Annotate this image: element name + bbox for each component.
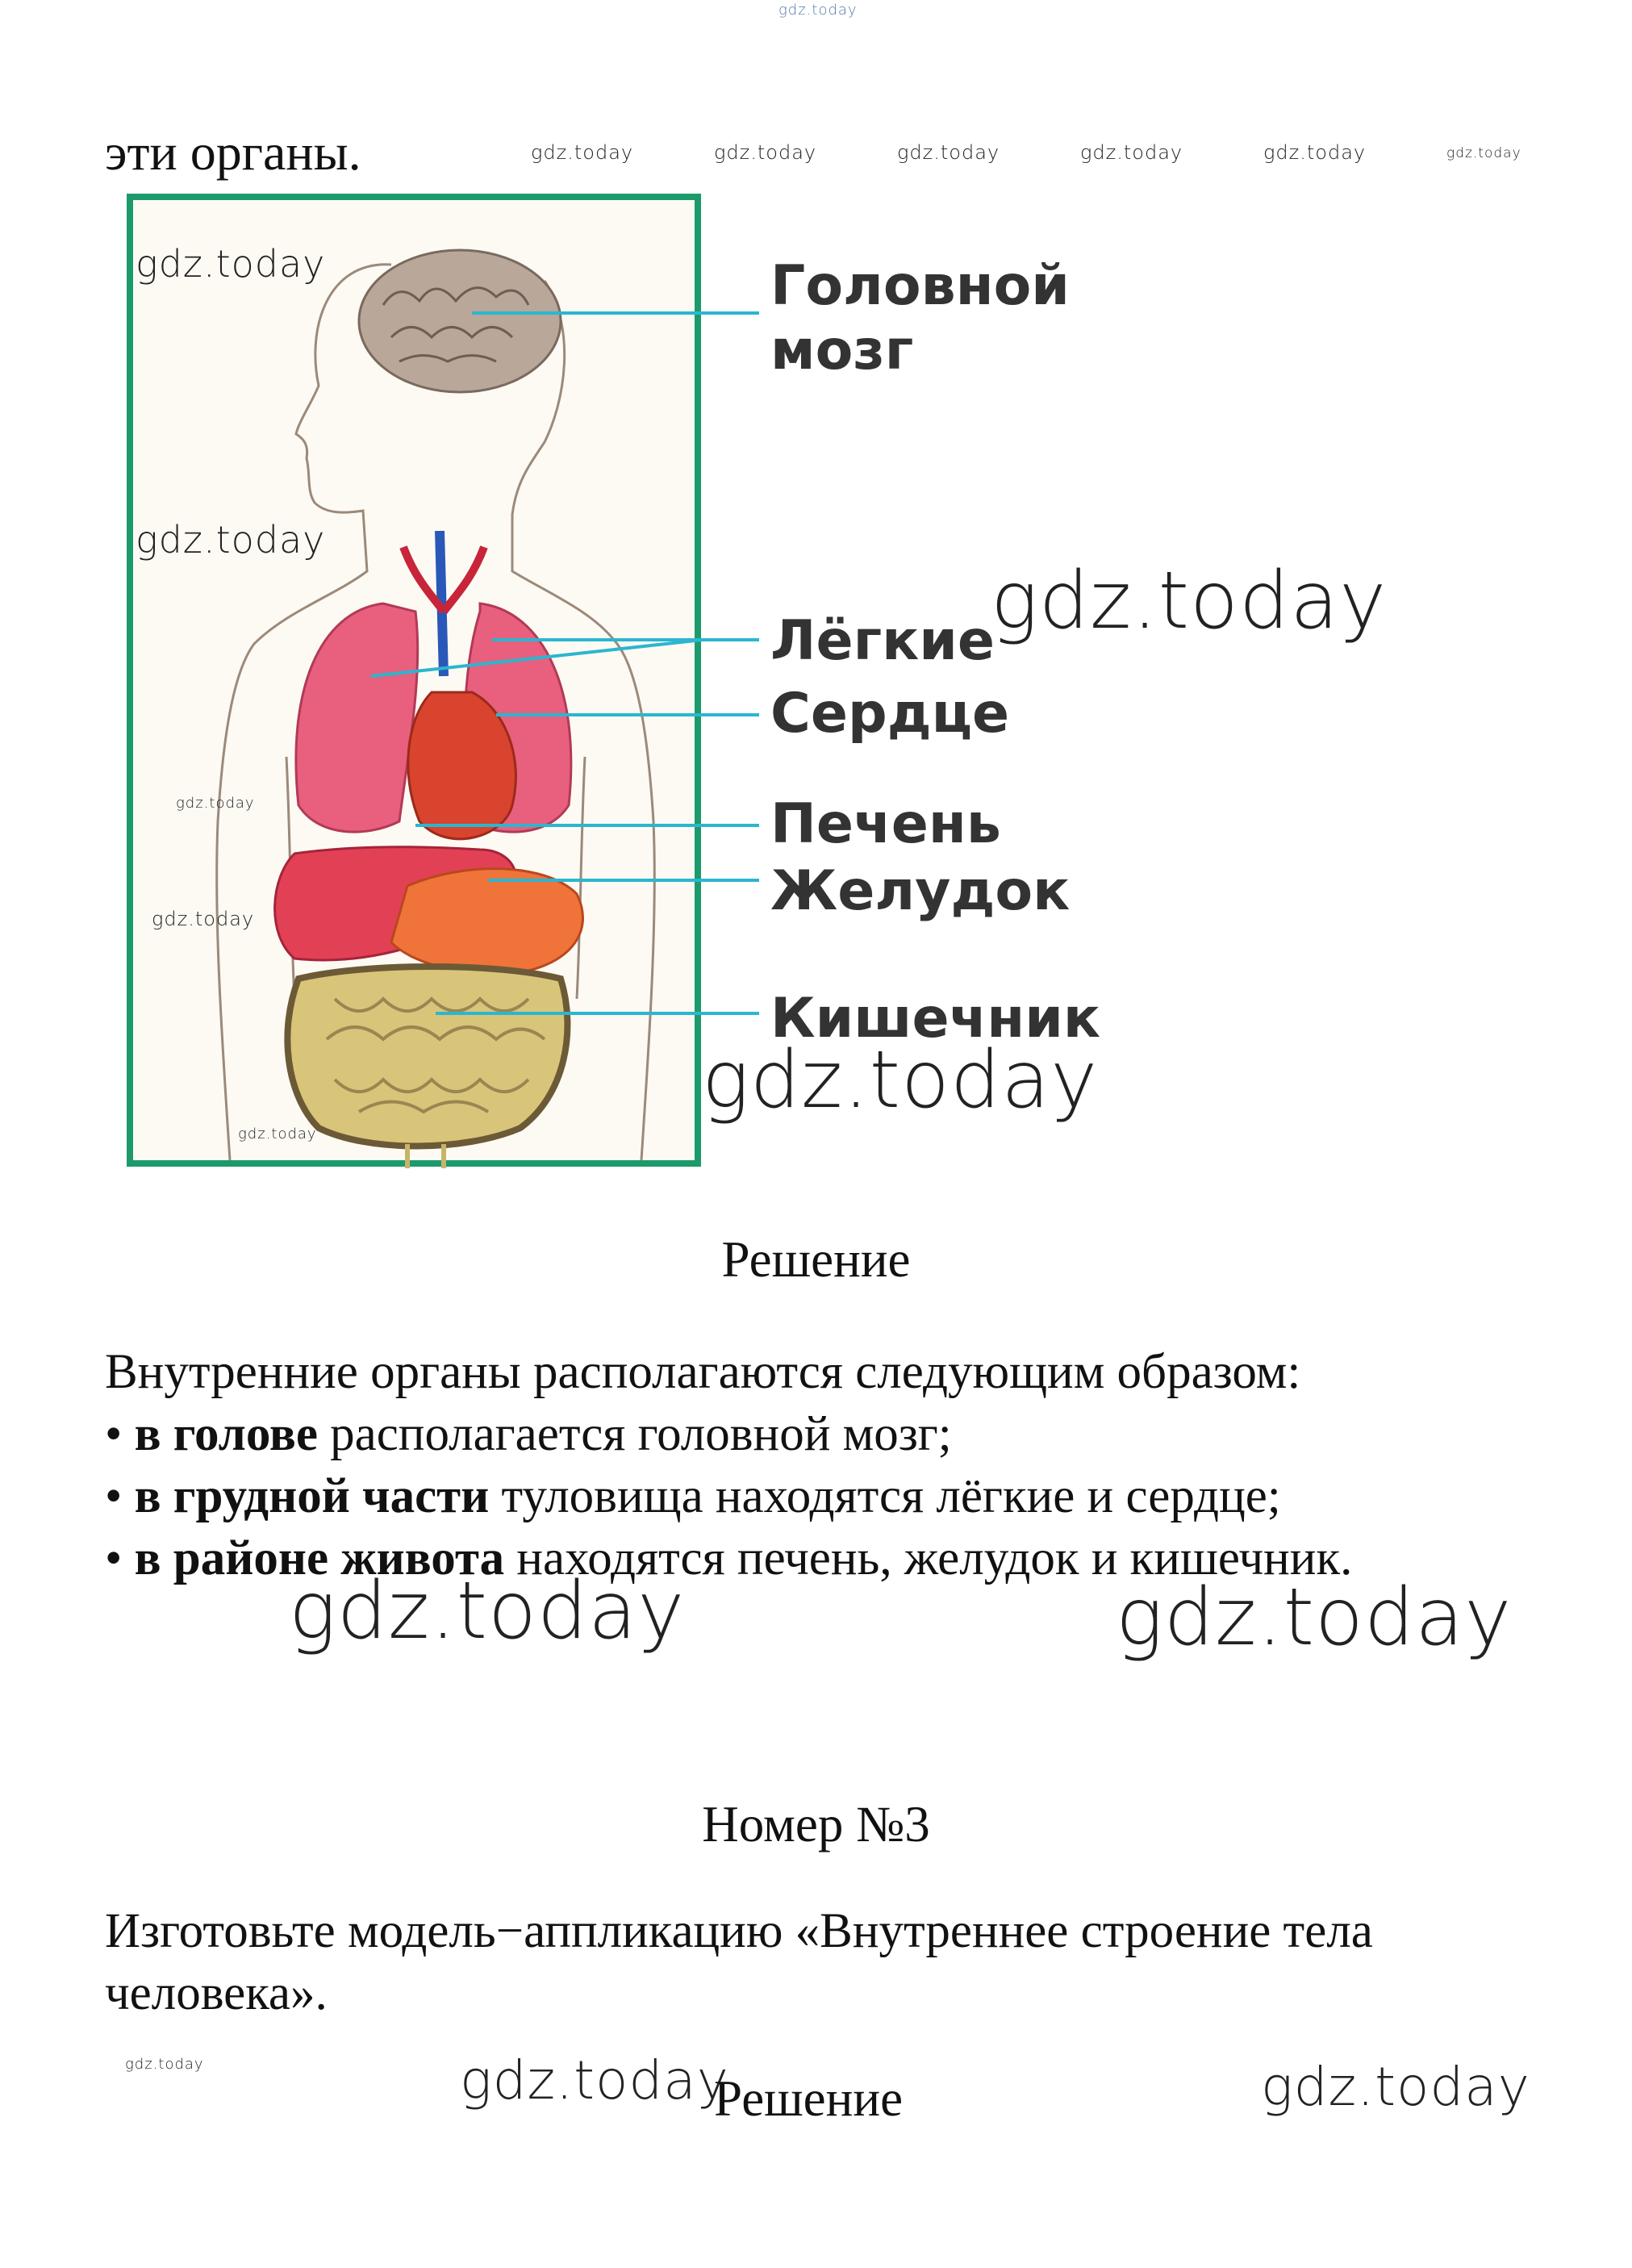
solution1-heading: Решение — [721, 1231, 911, 1288]
label-heart: Сердце — [770, 682, 1010, 746]
figure-watermark-4: gdz.today — [152, 908, 255, 930]
label-brain-line2: мозг — [770, 319, 914, 382]
task3-text-line2: человека». — [105, 1966, 328, 2020]
watermark-row-3: gdz.today — [897, 141, 1000, 164]
anatomy-figure — [125, 192, 703, 1168]
figure-watermark-3: gdz.today — [176, 795, 255, 812]
watermark-row-2: gdz.today — [714, 141, 817, 164]
watermark-row-4: gdz.today — [1080, 141, 1183, 164]
bullet-1-rest: располагается головной мозг; — [317, 1407, 952, 1461]
bullet-3-bold: в районе живота — [134, 1531, 505, 1585]
label-brain-line1: Головной — [770, 254, 1070, 318]
figure-watermark-2: gdz.today — [136, 518, 326, 562]
figure-watermark-1: gdz.today — [136, 242, 326, 286]
watermark-row-1: gdz.today — [531, 141, 634, 164]
watermark-row-5: gdz.today — [1263, 141, 1367, 164]
bullet-2-rest: туловища находятся лёгкие и сердце; — [489, 1469, 1281, 1523]
label-intestine: Кишечник — [770, 987, 1101, 1050]
brain-shape — [359, 250, 561, 392]
watermark-small-bottom: gdz.today — [125, 2056, 204, 2073]
bullet-3-rest: находятся печень, желудок и кишечник. — [504, 1531, 1353, 1585]
label-lungs: Лёгкие — [770, 609, 995, 673]
bullet-dot: • — [105, 1407, 135, 1461]
watermark-large-4: gdz.today — [1116, 1572, 1513, 1664]
bullet-2-bold: в грудной части — [134, 1469, 490, 1523]
watermark-large-2: gdz.today — [702, 1034, 1099, 1126]
solution1-bullet-1 — [105, 1403, 952, 1465]
bullet-1-bold: в голове — [134, 1407, 318, 1461]
label-liver: Печень — [770, 792, 1001, 856]
intestine-shape — [287, 967, 567, 1147]
label-stomach: Желудок — [770, 859, 1071, 923]
pointer-lines-outside — [703, 192, 759, 1080]
figure-watermark-5: gdz.today — [238, 1126, 317, 1142]
stomach-shape — [391, 869, 583, 973]
watermark-medium-1: gdz.today — [460, 2049, 729, 2111]
solution1-bullet-2 — [105, 1465, 1281, 1527]
solution1-intro: Внутренние органы располагаются следующим образом: — [105, 1345, 1301, 1399]
intro-text: эти органы. — [105, 123, 361, 181]
watermark-large-1: gdz.today — [991, 555, 1388, 647]
watermark-large-3: gdz.today — [289, 1565, 686, 1657]
bullet-dot: • — [105, 1469, 135, 1523]
task3-heading: Номер №3 — [702, 1796, 930, 1852]
watermark-row-6: gdz.today — [1446, 145, 1521, 161]
watermark-medium-2: gdz.today — [1261, 2056, 1530, 2118]
watermark-top: gdz.today — [778, 2, 858, 19]
solution2-heading: Решение — [714, 2070, 904, 2127]
task3-text-line1: Изготовьте модель−аппликацию «Внутреннее строение тела — [105, 1904, 1373, 1958]
bullet-dot: • — [105, 1531, 135, 1585]
